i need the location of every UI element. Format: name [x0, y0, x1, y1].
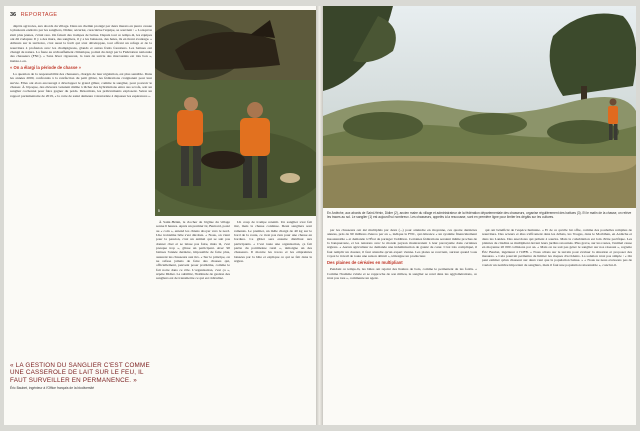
page-number: 36: [10, 12, 17, 18]
page-folio: [10, 12, 57, 18]
article-paragraph: La question de la responsabilité des chasseurs, chargés de leur régulation, est plus sensible. Dans les années 2000, confrontés à la raréfaction du petit gibier, les fédérations craignaient pour leur survie. Elles ont alors encouragé à développer le grand gibier, comme le sanglier, pour pouvoir le chasser. À l'époque, des éleveurs venaient même à lâcher des hybridations entre sus scrofa, soit un sanglier cochonné pour faire gagner du poids. Désormais, les prélèvements explosent. Selon un rapport parlementaire de 2019, « la carte de santé demeure volontariste à dépasser les espérances ».: [10, 71, 152, 98]
pull-quote-credit: Éric Baubet, ingénieur à l'Office français de la biodiversité: [10, 386, 95, 391]
spine-gutter: [316, 6, 323, 425]
section-label: REPORTAGE: [20, 12, 58, 18]
left-column-1: [10, 24, 152, 358]
article-paragraph: Pendant ce temps-là, les bêtes ont rejoint des lisières de bois, comme le permettent de les forêts. « Comme l'homme s'étale et se rapproche de son milieu, le sanglier se rend dans les agglomérations, ce n'est pas rare », commente un agent.: [327, 267, 477, 280]
hunters-photo: [155, 10, 316, 216]
left-page: [4, 6, 316, 425]
hunters-illustration: [155, 10, 316, 216]
article-paragraph: À Saint-Hénin, le clocher de l'église du village sonne 6 heures. Après un premier tir, Bernard, posté au « coin », entend les chiens aboyer vers le nord. Une troisième bête s'est dérobée. « Nous, on vient pour la passion, c'est un animal qui se sait pas donner cher et se laisse pas faire, mais là, c'est presque trop », glisse un participant. Avec 90 battues l'année dernière, impossible de faire plus, assurent les chasseurs aux tirs. « Sur le principe, on ne refuse jamais de faire des chasses qui, officiellement, peuvent poser problème, comme le fait notre dans ce rôle. L'organisation, c'est ça », répète Didier. La subtilité, l'habitude de gestion des sangliers est de transmettre ce qui est ridiculisé.: [156, 220, 230, 281]
photo-number: 5: [158, 209, 160, 214]
subheading: « On a élargi la période de chasse »: [10, 65, 81, 71]
article-paragraph: par les chasseurs ont été multipliés par deux (...) pour atteindre en moyenne, ces quatre dernières années, près de 90 millions d'euros par an », indique la FNC, qui dénonce « un système financièrement insoutenable » et demande à l'État de partager l'addition. Certaines fédérations seraient même proches de la banqueroute, et les tensions avec le monde paysan montreraient à leur paroxysme dans certaines régions. « Aucun agriculteur ne demande une indemnisation de gaieté de cœur. C'est très compliqué, il faut remplir un dossier, il faut attendre qu'un expert vienne. Les plaies se rouvrent, surtout quand vous voyez le travail de toute une saison détruit », témoigne un producteur.: [327, 228, 477, 259]
right-page: [323, 6, 636, 425]
photo-caption: En Ardèche, aux abords de Saint-Hénin, Didier (2), ancien maire du village et administrateur de la fédération départementale des chasseurs, organise régulièrement des battues (3). Et le matin de la chasse, on relève les traces au sol. Le sanglier (1) est aujourd'hui nombreux. Les chasseurs, appelés à la rescousse, sont en première ligne pour limiter les dégâts sur les cultures.: [327, 211, 632, 219]
subheading: Des plaines de céréales en multipliant: [327, 260, 403, 266]
left-column-2: [156, 220, 230, 422]
landscape-illustration: [323, 6, 636, 208]
left-column-3: [234, 220, 312, 422]
right-column-1: [327, 228, 477, 423]
article-paragraph: dépôts agricoles, aux abords du village. Dans un chemin protégé par deux murets en pierre cassée à plusieurs endroits par les sangliers, Didier, sécurisé, caractérise l'équipe, se souvient : « Lorsqu'on était plus jeunes, c'était rare. On faisait des trompes de battue. Depuis tout ce temps-là, les équipes ont dû s'adapter. Il y a des murs, des sangliers, il y a les buissons, des haies, ils en tirent avantage. » Ailleurs sur le territoire, c'est aussi la forêt qui s'est développée, tout offrant un refuge et de la nourriture à profusion avec les champignons, glands et autres fruits forestiers. Les battues ont changé de nature. La faute au réchauffement climatique, pointé du doigt par la Fédération nationale des chasseurs (FNC). « Sans hiver rigoureux, la taux de survie des marcassins est très bon », insiste-t-on.: [10, 24, 152, 63]
landscape-photo: [323, 6, 636, 208]
article-paragraph: Un coup de trompe retentit. Un sanglier s'est fait tiré, mais la chasse continue. Deux sangliers sont ramenés. Le premier, un mâle chargé de 40 kg sur le bord de la route, ce n'est pas rien pour une chasse en bordure. Ce gibier sera ensuite distribué aux participants. « C'est toute une organisation, ça fait partie du patrimoine rural », témoigne un des chasseurs. Il montre les traces et les empreintes laissées par la bête et explique ce qui se fait dans la région.: [234, 220, 312, 264]
pull-quote-text: « LA GESTION DU SANGLIER C'EST COMME UNE CASSEROLE DE LAIT SUR LE FEU, IL FAUT SURVEILLER EN PERMANENCE. »: [10, 362, 150, 384]
pull-quote: [10, 362, 152, 390]
article-paragraph: qui ont bénéficié de l'espèce humaine. « Et de ce qu'elle lui offre, comme des poubelles remplies de nourriture. Des acteurs et élus s'affrontent dans les débats, les Vosges, dans le Morbihan, en Ardèche et dans les Landes. Des anecdotes qui prêtent à sourire. Mais la cohabitation est loin d'être pacifique. Les plaintes de citadins se multiplient devant leurs jardins retournés. Plus grave, sur les routes, l'animal cause en moyenne 20 000 collisions par an. « Mais on ne sait pas gérer le sanglier sur nos réseaux », regrette Éric Baubet, ingénieur à l'OFB. « Nous allons sur le terrain pour évaluer la situation et proposer des mesures. » Cela pourrait permettre de limiter les risques d'accidents. La solution n'est pas simple : « On peut estimer qu'un chasseur sur deux veut que la population baisse. » « Nous ne nous excusons pas de vouloir un nombre important de sangliers, mais il faut une population raisonnable », conclut-il.: [482, 228, 632, 267]
right-column-2: [482, 228, 632, 423]
